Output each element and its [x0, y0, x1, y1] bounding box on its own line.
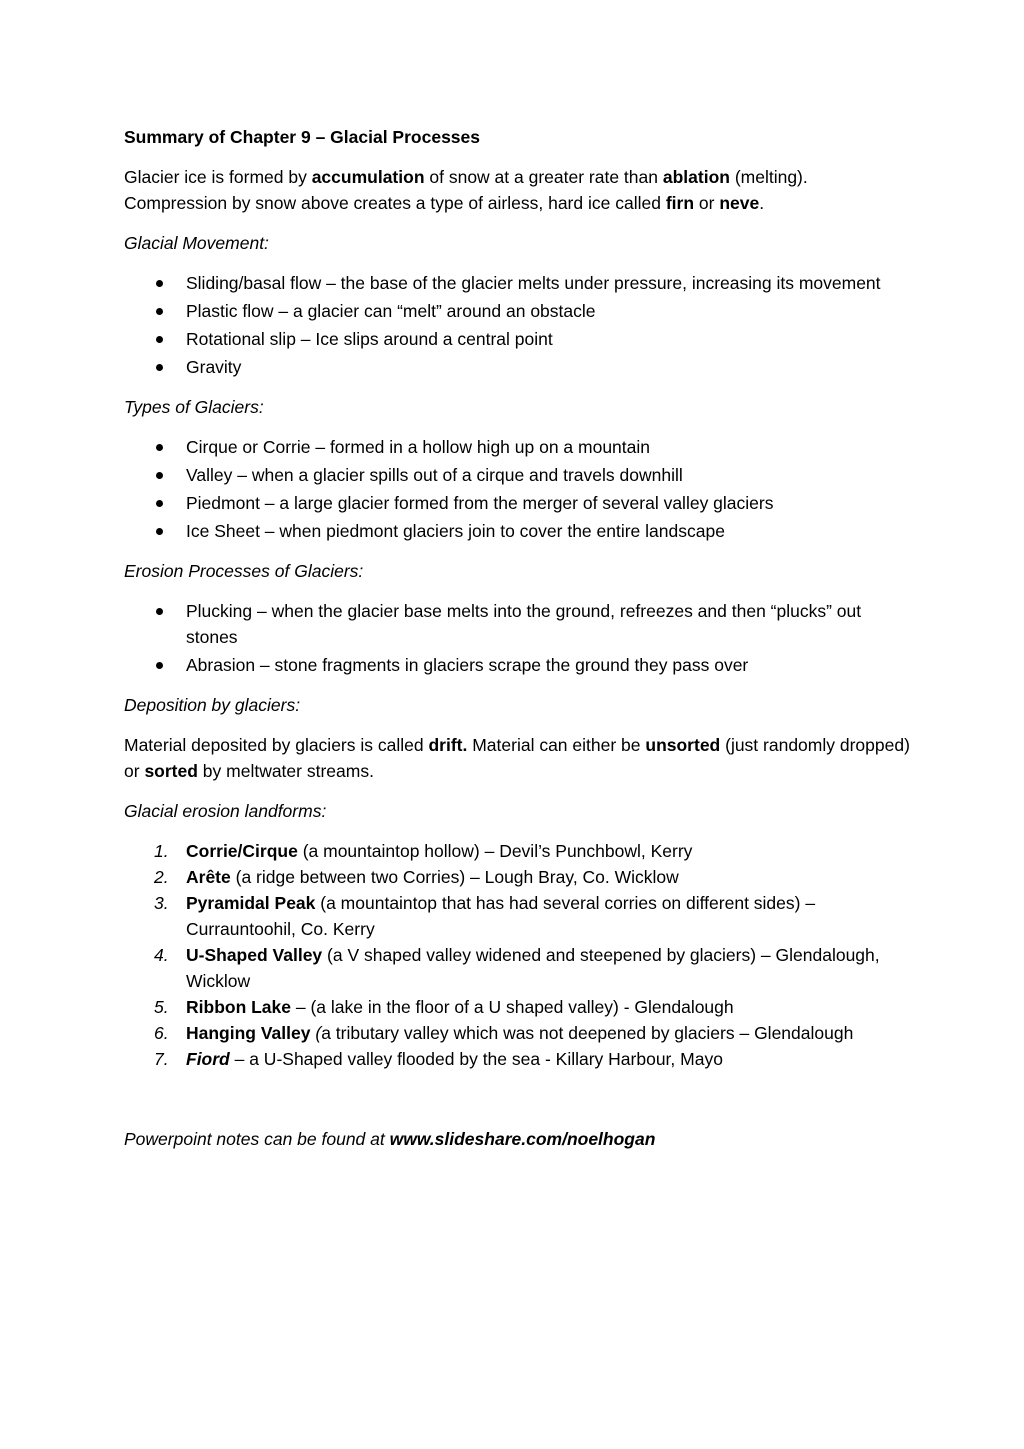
list-number: 2. — [154, 867, 169, 887]
landform-term: Pyramidal Peak — [186, 893, 316, 913]
deposition-text: Material can either be — [467, 735, 646, 755]
deposition-text: by meltwater streams. — [197, 761, 374, 781]
landform-term: Ribbon Lake — [186, 997, 292, 1017]
landform-term: Corrie/Cirque — [186, 841, 298, 861]
list-item — [124, 890, 914, 942]
document-title: Summary of Chapter 9 – Glacial Processes — [124, 127, 480, 147]
section-heading-types: Types of Glaciers: — [124, 397, 264, 417]
term-neve: neve — [719, 193, 760, 213]
list-number: 6. — [154, 1023, 169, 1043]
bullet-icon — [156, 500, 163, 507]
term-accumulation: accumulation — [311, 167, 425, 187]
term-drift: drift. — [428, 735, 468, 755]
bullet-icon — [156, 472, 163, 479]
landform-description: (a mountaintop that has had several corries on different sides) – Currauntoohil, Co. Kerry — [186, 893, 816, 939]
term-sorted: sorted — [144, 761, 198, 781]
landform-description: (a ridge between two Corries) – Lough Bray, Co. Wicklow — [230, 867, 679, 887]
document-page — [124, 124, 914, 1152]
list-item — [124, 326, 914, 352]
term-ablation: ablation — [662, 167, 730, 187]
section-heading-deposition: Deposition by glaciers: — [124, 695, 301, 715]
bullet-icon — [156, 280, 163, 287]
bullet-icon — [156, 336, 163, 343]
list-item — [124, 490, 914, 516]
bullet-icon — [156, 444, 163, 451]
landforms-list — [124, 838, 914, 1072]
list-item-text: Abrasion – stone fragments in glaciers scrape the ground they pass over — [186, 655, 749, 675]
list-item-text: Piedmont – a large glacier formed from the merger of several valley glaciers — [186, 493, 774, 513]
deposition-text: (just randomly dropped) or — [124, 735, 910, 781]
section-heading-erosion: Erosion Processes of Glaciers: — [124, 561, 364, 581]
list-item-text: Sliding/basal flow – the base of the glacier melts under pressure, increasing its movement — [186, 273, 881, 293]
footer-link[interactable]: www.slideshare.com/noelhogan — [389, 1129, 656, 1149]
list-number: 5. — [154, 997, 169, 1017]
list-item — [124, 518, 914, 544]
landform-description: – a U-Shaped valley flooded by the sea - Killary Harbour, Mayo — [229, 1049, 723, 1069]
section-heading-movement: Glacial Movement: — [124, 233, 269, 253]
movement-list — [124, 270, 914, 380]
landform-description-paren: ( — [310, 1023, 322, 1043]
intro-text: Glacier ice is formed by — [124, 167, 312, 187]
list-item — [124, 434, 914, 460]
section-heading-landforms: Glacial erosion landforms: — [124, 801, 327, 821]
landform-term: U-Shaped Valley — [186, 945, 323, 965]
bullet-icon — [156, 308, 163, 315]
intro-paragraph — [124, 164, 914, 216]
landform-term: Fiord — [186, 1049, 230, 1069]
list-item-text: Gravity — [186, 357, 242, 377]
list-item-text: Plastic flow – a glacier can “melt” around an obstacle — [186, 301, 596, 321]
list-item-text: Ice Sheet – when piedmont glaciers join to cover the entire landscape — [186, 521, 725, 541]
landform-term: Hanging Valley — [186, 1023, 311, 1043]
landform-description: (a V shaped valley widened and steepened by glaciers) – Glendalough, Wicklow — [186, 945, 880, 991]
landform-description: (a mountaintop hollow) – Devil’s Punchbowl, Kerry — [297, 841, 693, 861]
list-item — [124, 652, 914, 678]
list-item — [124, 354, 914, 380]
list-item-text: Rotational slip – Ice slips around a central point — [186, 329, 553, 349]
list-item — [124, 598, 914, 650]
list-item-text: Plucking – when the glacier base melts into the ground, refreezes and then “plucks” out stones — [186, 601, 862, 647]
list-item — [124, 864, 914, 890]
footer-text: Powerpoint notes can be found at — [124, 1129, 390, 1149]
list-number: 4. — [154, 945, 169, 965]
list-item-text: Cirque or Corrie – formed in a hollow high up on a mountain — [186, 437, 651, 457]
intro-text: of snow at a greater rate than — [424, 167, 663, 187]
list-number: 7. — [154, 1049, 169, 1069]
bullet-icon — [156, 662, 163, 669]
types-list — [124, 434, 914, 544]
erosion-list — [124, 598, 914, 678]
term-firn: firn — [665, 193, 695, 213]
list-item — [124, 838, 914, 864]
landform-description: – (a lake in the floor of a U shaped valley) - Glendalough — [291, 997, 734, 1017]
intro-text: . — [759, 193, 765, 213]
list-item — [124, 994, 914, 1020]
bullet-icon — [156, 608, 163, 615]
list-item — [124, 298, 914, 324]
landform-term: Arête — [186, 867, 231, 887]
list-item — [124, 1020, 914, 1046]
list-item-text: Valley – when a glacier spills out of a cirque and travels downhill — [186, 465, 683, 485]
list-number: 1. — [154, 841, 169, 861]
term-unsorted: unsorted — [645, 735, 721, 755]
intro-text: (melting). Compression by snow above creates a type of airless, hard ice called — [124, 167, 808, 213]
list-item — [124, 942, 914, 994]
deposition-text: Material deposited by glaciers is called — [124, 735, 429, 755]
footer-note — [124, 1126, 914, 1152]
list-item — [124, 270, 914, 296]
list-number: 3. — [154, 893, 169, 913]
deposition-paragraph — [124, 732, 914, 784]
landform-description: a tributary valley which was not deepened by glaciers – Glendalough — [321, 1023, 854, 1043]
intro-text: or — [694, 193, 720, 213]
list-item — [124, 1046, 914, 1072]
bullet-icon — [156, 364, 163, 371]
list-item — [124, 462, 914, 488]
bullet-icon — [156, 528, 163, 535]
